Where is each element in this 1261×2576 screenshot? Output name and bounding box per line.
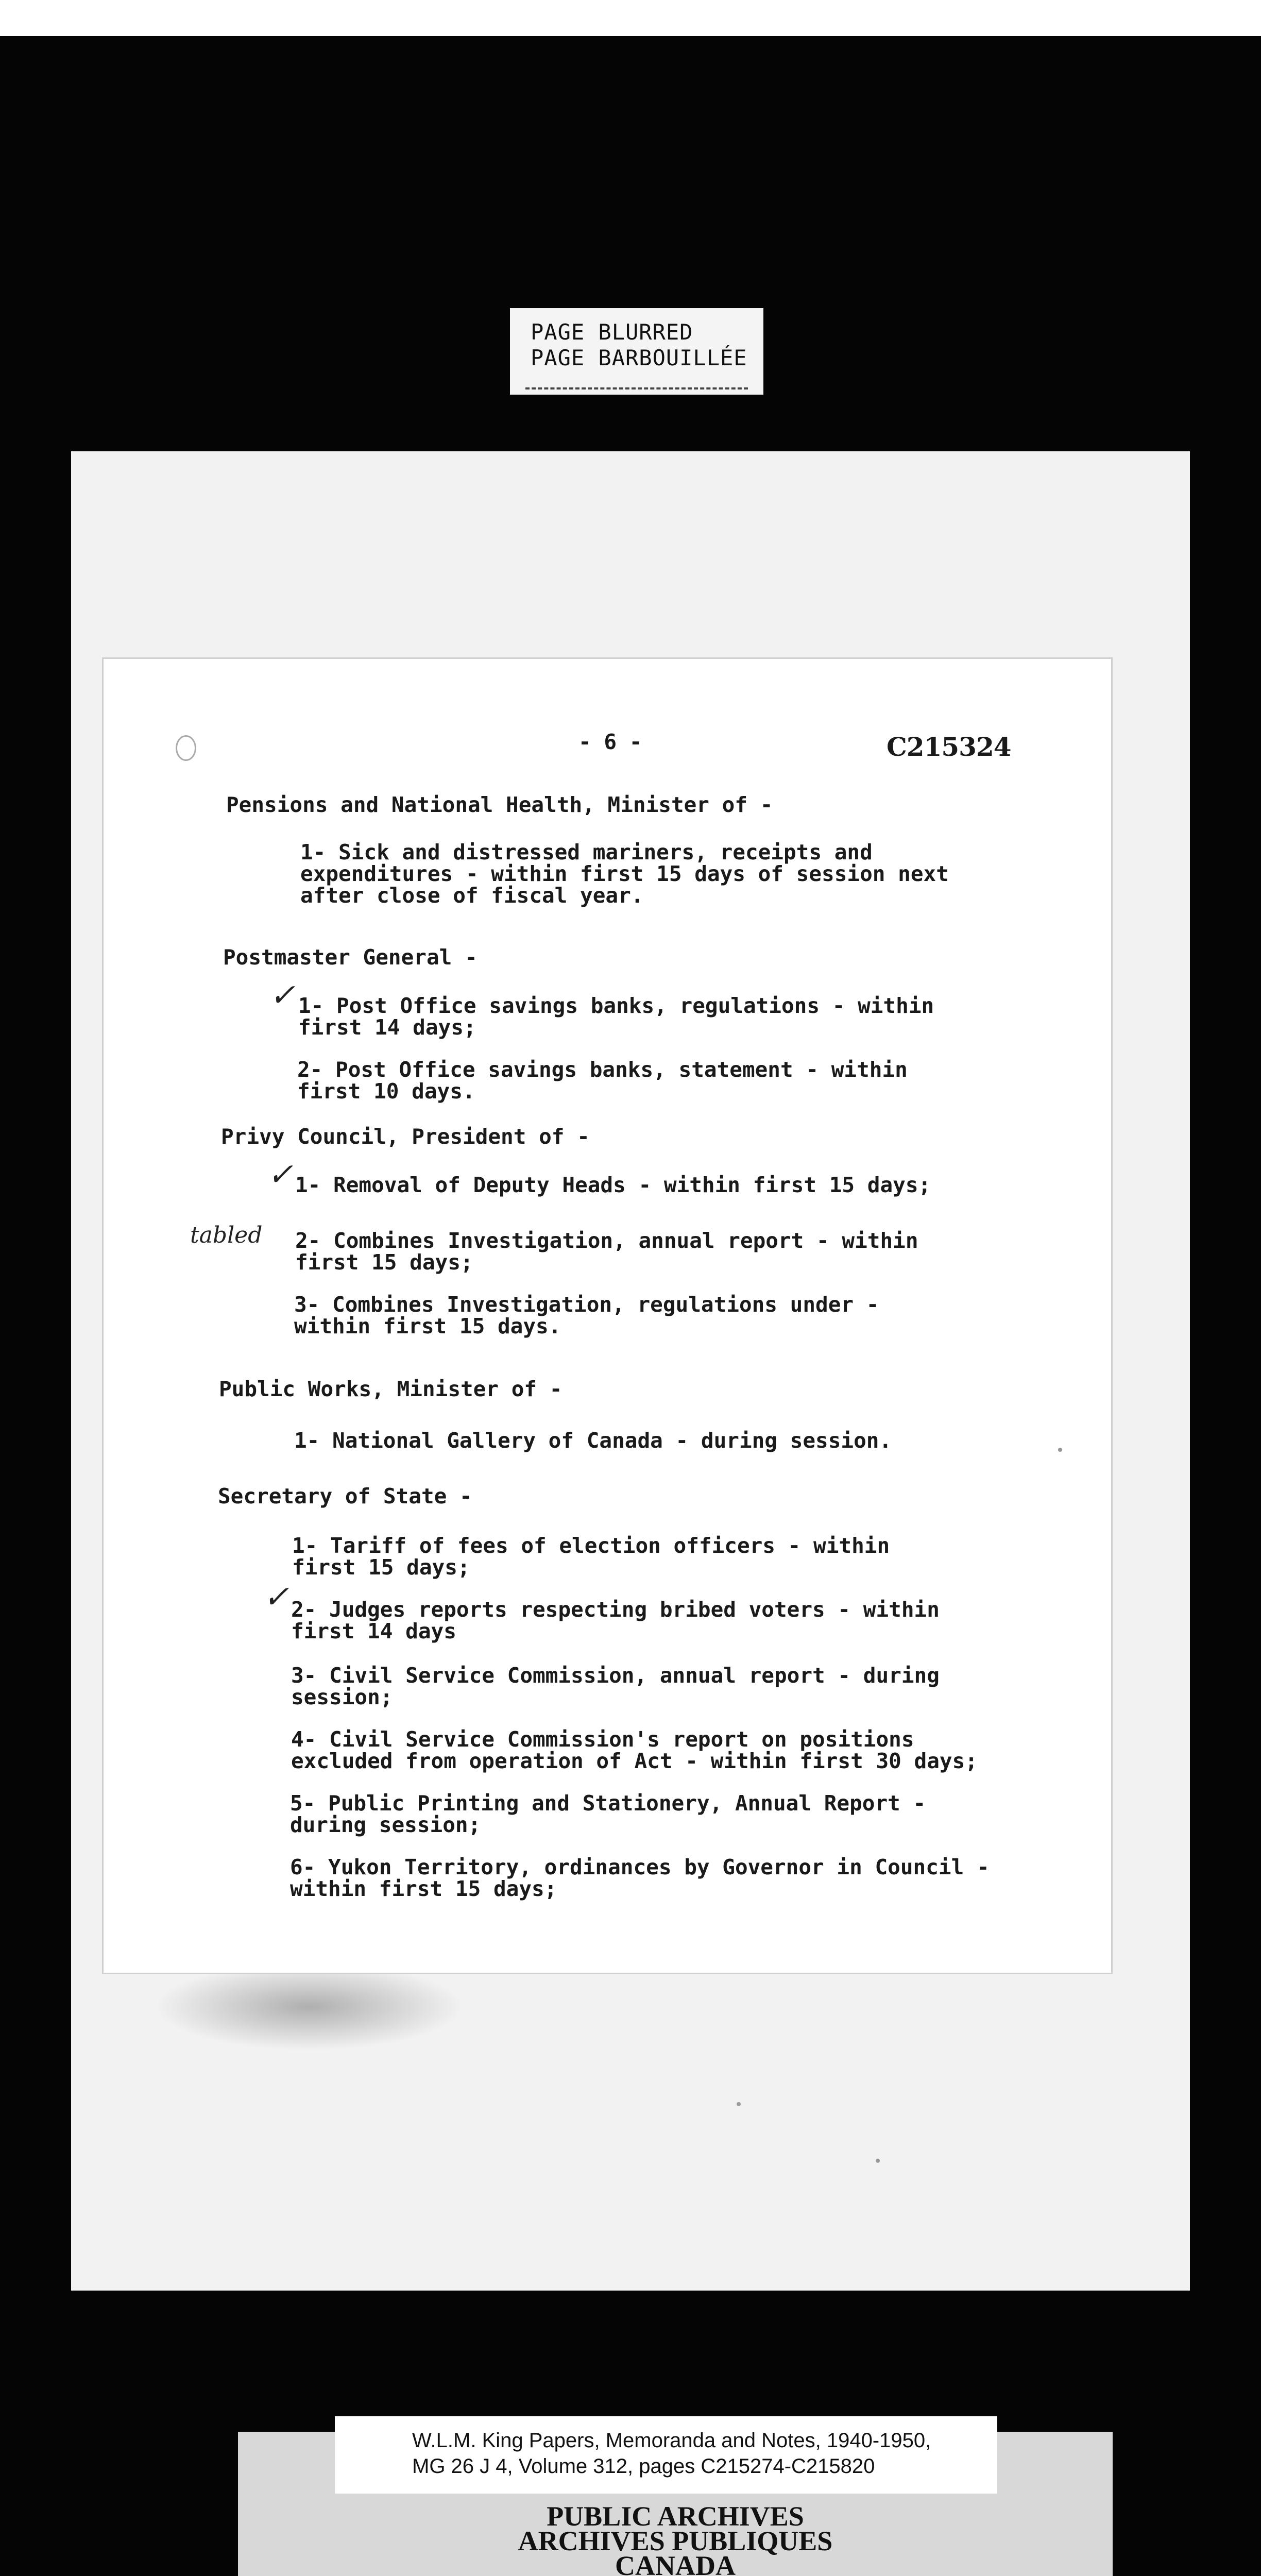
section-heading-postmaster: Postmaster General - [223,945,478,970]
page-blurred-label [510,308,763,395]
label-dashes [525,387,748,389]
handwritten-check-mark: ✓ [267,1157,294,1193]
speck [737,2102,741,2106]
smudge-mark [155,1963,464,2050]
handwritten-check-mark: ✓ [263,1579,289,1615]
section-item: 3- Civil Service Commission, annual report - during session; [291,1663,940,1709]
blur-label-line-1: PAGE BLURRED [531,319,693,345]
handwritten-check-mark: ✓ [269,977,296,1013]
handwritten-tabled-note: tabled [190,1222,263,1248]
section-item: 3- Combines Investigation, regulations under - within first 15 days. [294,1292,879,1338]
section-item: 1- Sick and distressed mariners, receipts and expenditures - within first 15 days of session next after close of fiscal year. [300,840,949,908]
document-body [104,659,1111,1973]
section-item: 2- Post Office savings banks, statement - within first 10 days. [297,1057,908,1104]
section-item: 2- Judges reports respecting bribed voters - within first 14 days [291,1597,940,1643]
section-item: 1- National Gallery of Canada - during session. [294,1428,892,1453]
section-item: 1- Post Office savings banks, regulations - within first 14 days; [298,993,934,1040]
section-heading-secretary-of-state: Secretary of State - [218,1484,472,1509]
blur-label-line-2: PAGE BARBOUILLÉE [531,345,747,370]
reference-line-1: W.L.M. King Papers, Memoranda and Notes, 1940-1950, [412,2429,931,2452]
archive-reference-card [335,2416,997,2494]
section-item: 2- Combines Investigation, annual report - within first 15 days; [295,1228,918,1275]
section-item: 1- Removal of Deputy Heads - within first 15 days; [295,1173,931,1197]
section-heading-pensions: Pensions and National Health, Minister of - [226,792,773,817]
archives-line-1: PUBLIC ARCHIVES [547,2501,804,2532]
archives-stamp [238,2501,1113,2576]
archives-line-2: ARCHIVES PUBLIQUES [518,2526,833,2556]
document-id: C215324 [887,732,1011,762]
punch-hole-mark [176,735,196,761]
section-heading-privy-council: Privy Council, President of - [221,1124,590,1149]
document-page [102,657,1113,1974]
section-item: 6- Yukon Territory, ordinances by Governor in Council - within first 15 days; [290,1855,990,1901]
section-item: 1- Tariff of fees of election officers - within first 15 days; [292,1533,890,1580]
section-item: 5- Public Printing and Stationery, Annual Report - during session; [290,1791,926,1837]
reference-line-2: MG 26 J 4, Volume 312, pages C215274-C215820 [412,2455,875,2478]
page-number: - 6 - [578,730,642,754]
speck [1058,1448,1062,1452]
section-item: 4- Civil Service Commission's report on positions excluded from operation of Act - within first 30 days; [291,1727,978,1773]
section-heading-public-works: Public Works, Minister of - [219,1377,563,1401]
archives-line-3: CANADA [615,2550,736,2576]
speck [876,2159,880,2163]
